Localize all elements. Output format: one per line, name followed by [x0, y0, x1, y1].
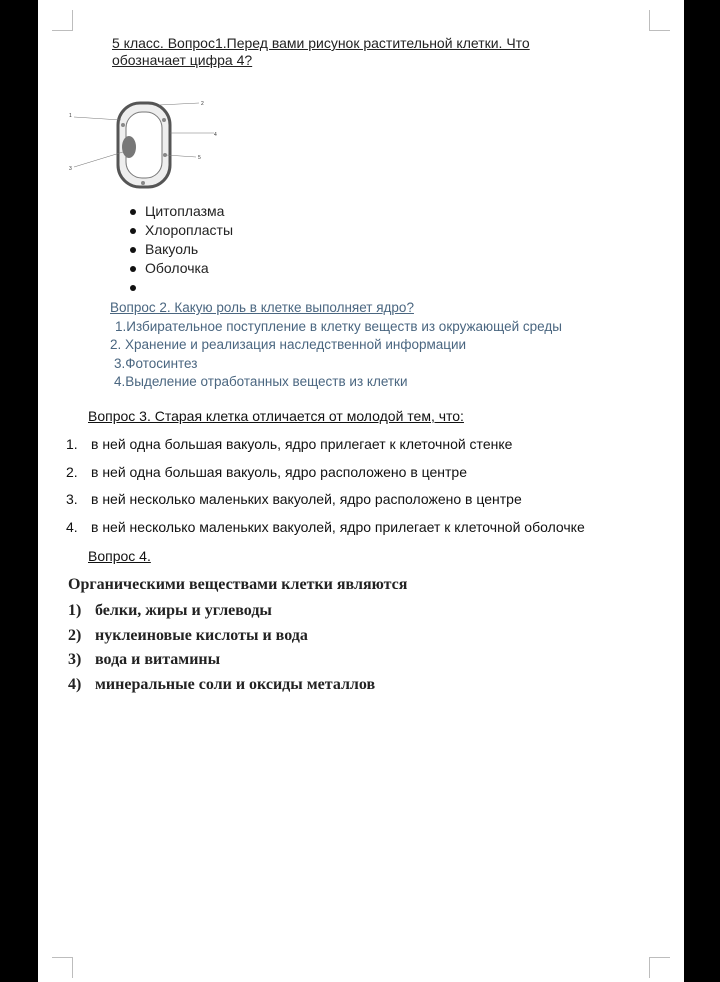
item-number: 3)	[68, 651, 82, 668]
item-text: в ней несколько маленьких вакуолей, ядро прилегает к клеточной оболочке	[91, 518, 585, 535]
question-3-title: Вопрос 3. Старая клетка отличается от молодой тем, что:	[88, 408, 464, 424]
diagram-label: 2	[201, 101, 204, 107]
list-item	[130, 221, 233, 240]
list-item	[68, 627, 407, 652]
plant-cell-diagram	[66, 95, 216, 195]
question-1	[112, 35, 530, 69]
item-number: 4.	[66, 518, 78, 535]
list-item	[130, 202, 233, 221]
item-number: 1.	[66, 436, 78, 452]
answer: 2. Хранение и реализация наследственной информации	[110, 337, 467, 352]
question-1-line2: обозначает цифра 4?	[112, 52, 253, 68]
option-label: Оболочка	[145, 260, 209, 276]
question-1-options	[130, 202, 233, 297]
diagram-label: 3	[69, 166, 72, 172]
list-item	[68, 602, 407, 627]
question-3-list	[66, 436, 585, 546]
list-item	[66, 436, 585, 464]
list-item	[66, 519, 585, 547]
list-item	[130, 278, 233, 297]
document-page	[38, 0, 684, 982]
diagram-label: 4	[214, 132, 217, 138]
item-text: белки, жиры и углеводы	[95, 602, 272, 619]
list-item	[68, 676, 407, 701]
list-item	[68, 651, 407, 676]
option-label: Вакуоль	[145, 241, 199, 257]
item-text: в ней одна большая вакуоль, ядро прилегает к клеточной стенке	[91, 436, 513, 452]
question-4	[68, 576, 407, 700]
list-item	[130, 259, 233, 278]
question-2-title: Вопрос 2. Какую роль в клетке выполняет ядро?	[110, 300, 414, 315]
item-number: 4)	[68, 675, 82, 693]
item-number: 1)	[68, 602, 82, 619]
corner-mark	[52, 10, 73, 31]
answer: 3.Фотосинтез	[114, 355, 198, 371]
list-item	[130, 240, 233, 259]
question-4-heading: Органическими веществами клетки являются	[68, 576, 408, 593]
item-text: минеральные соли и оксиды металлов	[95, 675, 376, 693]
diagram-label: 1	[69, 113, 72, 119]
question-4-title: Вопрос 4.	[88, 548, 151, 564]
corner-mark	[52, 957, 73, 978]
answer: 4.Выделение отработанных веществ из клетки	[114, 374, 408, 389]
corner-mark	[649, 957, 670, 978]
corner-mark	[649, 10, 670, 31]
option-label: Цитоплазма	[145, 203, 225, 219]
item-text: в ней одна большая вакуоль, ядро расположено в центре	[91, 463, 468, 480]
diagram-label: 5	[198, 155, 201, 161]
question-1-line1: 5 класс. Вопрос1.Перед вами рисунок растительной клетки. Что	[112, 35, 530, 51]
item-text: нуклеиновые кислоты и вода	[95, 626, 308, 644]
list-item	[66, 464, 585, 492]
item-number: 2.	[66, 463, 78, 480]
item-text: в ней несколько маленьких вакуолей, ядро расположено в центре	[91, 491, 522, 507]
question-2	[110, 299, 562, 392]
list-item	[66, 491, 585, 519]
item-number: 3.	[66, 491, 78, 507]
item-number: 2)	[68, 626, 82, 644]
option-label: Хлоропласты	[145, 222, 234, 238]
answer: 1.Избирательное поступление в клетку веществ из окружающей среды	[115, 318, 562, 334]
item-text: вода и витамины	[95, 651, 221, 668]
